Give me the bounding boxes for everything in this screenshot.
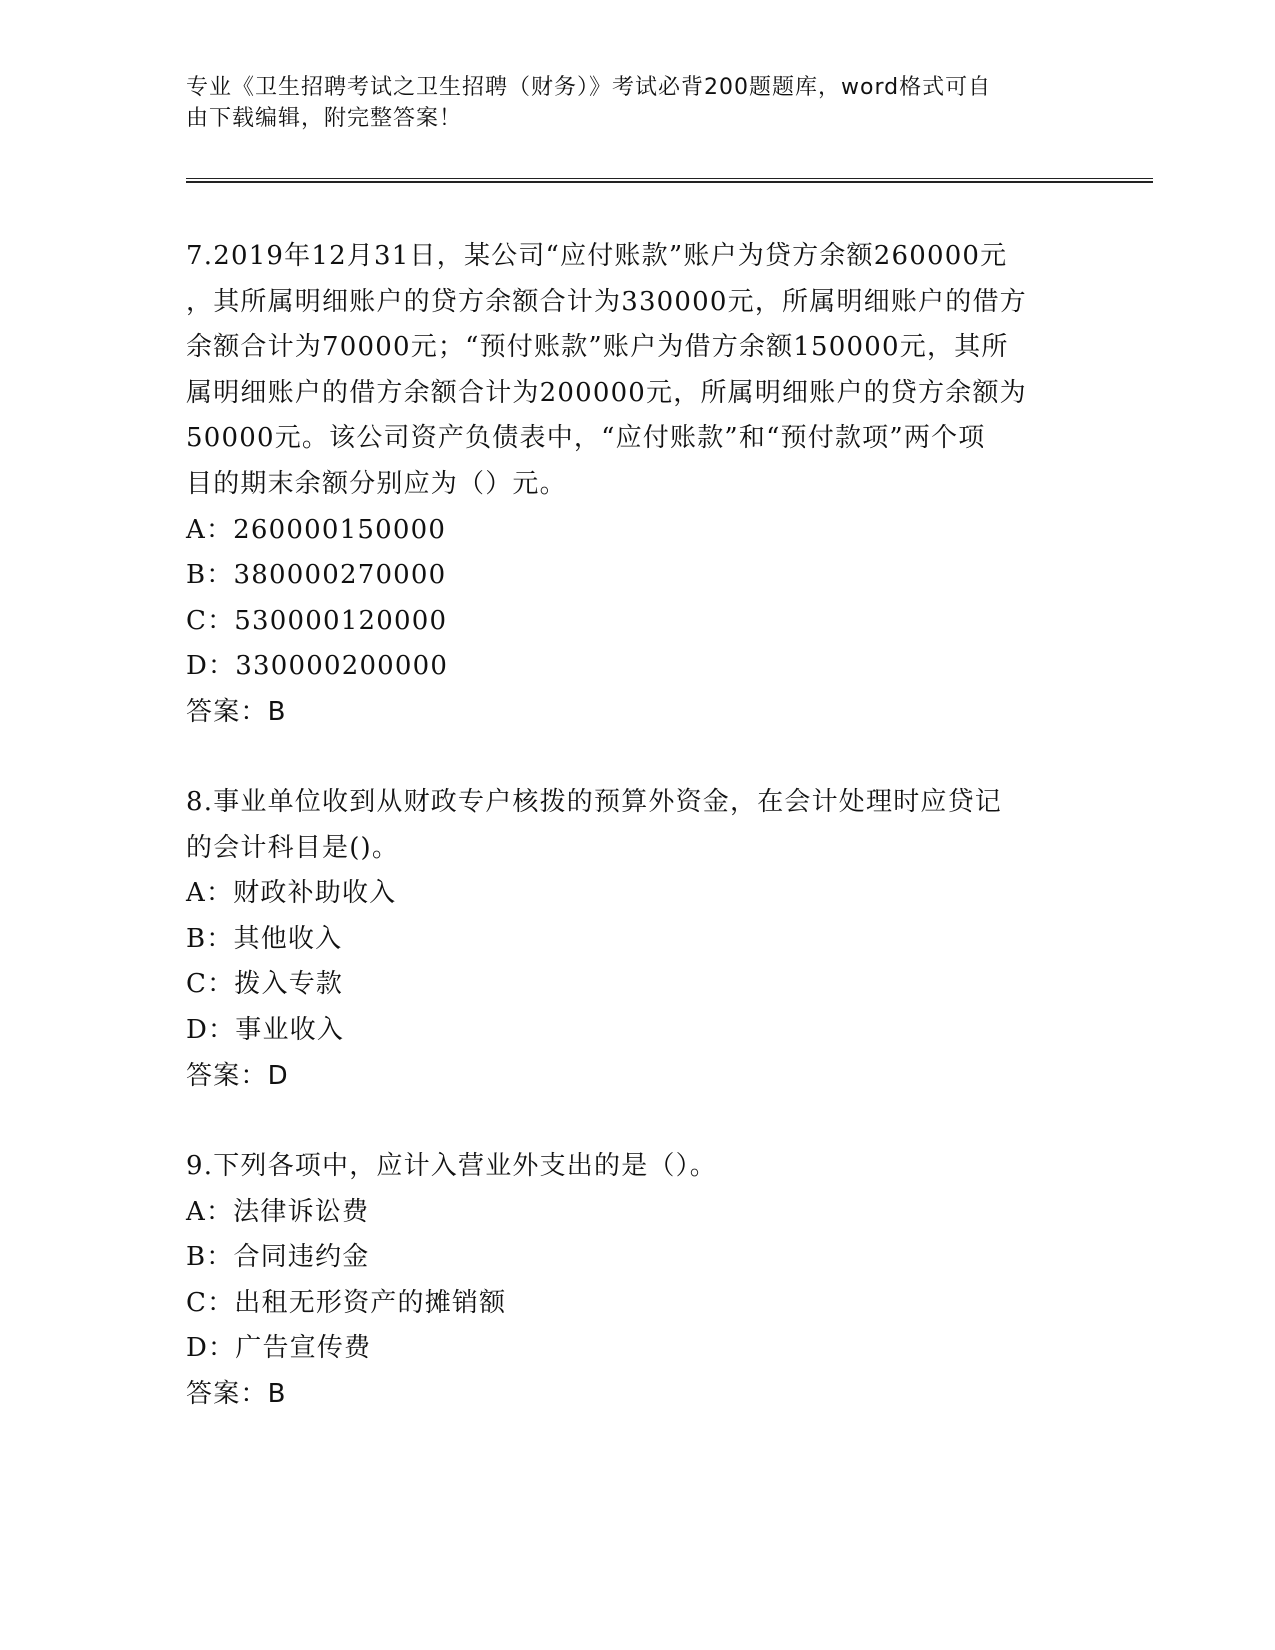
option-d: D：330000200000 <box>186 651 449 682</box>
option-b: B：合同违约金 <box>186 1242 370 1273</box>
header-line: 专业《卫生招聘考试之卫生招聘（财务）》考试必背200题题库，word格式可自 <box>186 75 992 100</box>
question-block <box>186 1144 1086 1418</box>
question-stem-line: 属明细账户的借方余额合计为200000元，所属明细账户的贷方余额为 <box>186 377 1027 408</box>
question-stem-line: 50000元。该公司资产负债表中，“应付账款”和“预付款项”两个项 <box>186 423 986 454</box>
header-divider <box>186 178 1153 179</box>
option-c: C：出租无形资产的摊销额 <box>186 1287 507 1318</box>
option-b: B：其他收入 <box>186 923 343 954</box>
option-a: A：260000150000 <box>186 514 447 545</box>
answer-line: 答案：D <box>186 1060 289 1091</box>
option-a: A：财政补助收入 <box>186 878 397 909</box>
option-d: D：广告宣传费 <box>186 1333 372 1364</box>
option-b: B：380000270000 <box>186 560 447 591</box>
header-divider <box>186 181 1153 183</box>
option-c: C：拨入专款 <box>186 969 344 1000</box>
header-line: 由下载编辑，附完整答案！ <box>186 106 463 131</box>
question-stem-line: ，其所属明细账户的贷方余额合计为330000元，所属明细账户的借方 <box>186 286 1027 317</box>
option-d: D：事业收入 <box>186 1014 345 1045</box>
question-stem-line: 9.下列各项中，应计入营业外支出的是（）。 <box>186 1151 718 1181</box>
question-block <box>186 780 1086 1099</box>
question-stem-line: 7.2019年12月31日，某公司“应付账款”账户为贷方余额260000元 <box>186 241 1008 271</box>
option-a: A：法律诉讼费 <box>186 1196 370 1227</box>
question-stem-line: 余额合计为70000元；“预付账款”账户为借方余额150000元，其所 <box>186 332 1009 363</box>
question-block <box>186 234 1086 736</box>
document-header <box>186 72 1066 134</box>
question-stem-line: 的会计科目是()。 <box>186 832 400 863</box>
question-stem-line: 8.事业单位收到从财政专户核拨的预算外资金，在会计处理时应贷记 <box>186 787 1003 817</box>
question-stem-line: 目的期末余额分别应为（）元。 <box>186 468 567 499</box>
answer-line: 答案：B <box>186 696 287 727</box>
option-c: C：530000120000 <box>186 605 448 636</box>
answer-line: 答案：B <box>186 1378 287 1409</box>
